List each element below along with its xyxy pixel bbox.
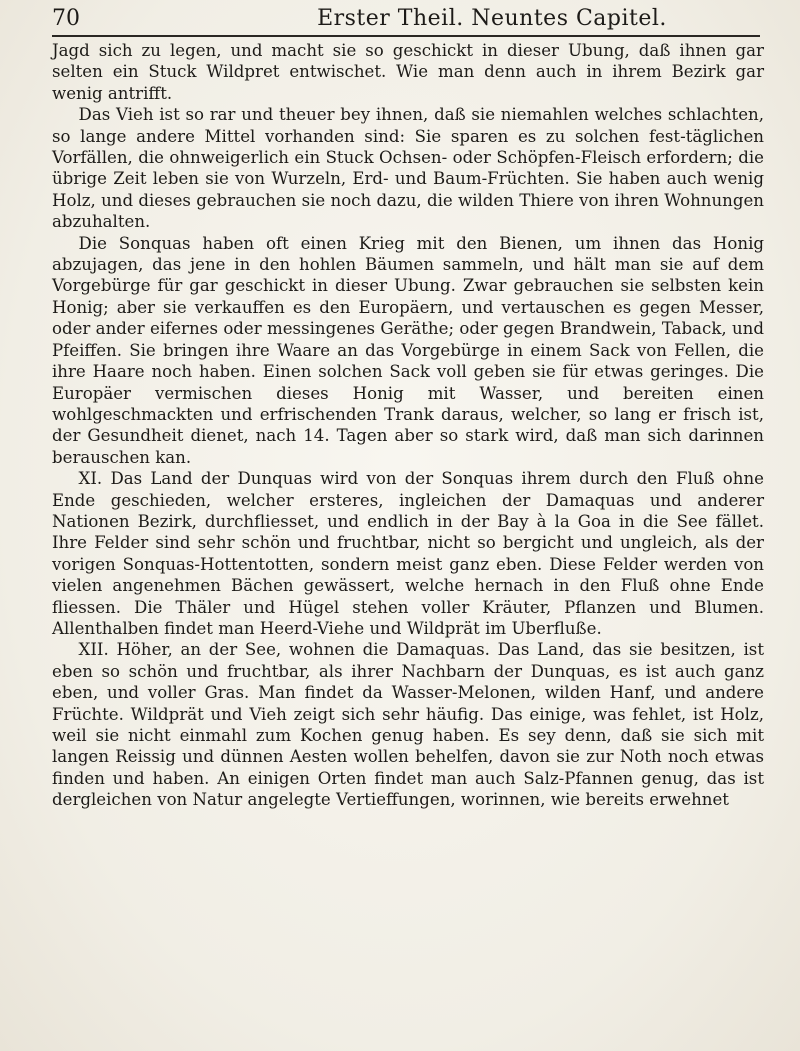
paragraph: Das Vieh ist so rar und theuer bey ihnen, daß sie niemahlen welches schlachten, so lange andere Mittel vorhanden sind: Sie sparen es zu solchen fest-täglichen Vorfällen, die ohnweigerlich ein Stuck Ochsen- oder Schöpfen-Fleisch erfordern; die übrige Zeit leben sie von Wurzeln, Erd- und Baum-Früchten. Sie haben auch wenig Holz, und dieses gebrauchen sie noch dazu, die wilden Thiere von ihren Wohnungen abzuhalten. — [52, 105, 764, 232]
body-text — [52, 40, 764, 1040]
running-title: Erster Theil. Neuntes Capitel. — [317, 6, 667, 31]
header-rule — [52, 35, 760, 37]
page-number: 70 — [52, 6, 80, 31]
paragraph-continued: Jagd sich zu legen, und macht sie so geschickt in dieser Ubung, daß ihnen gar selten ein Stuck Wildpret entwischet. Wie man denn auch in ihrem Bezirk gar wenig antrifft. — [52, 41, 764, 103]
page-header — [52, 4, 772, 34]
section-xii: XII. Höher, an der See, wohnen die Damaquas. Das Land, das sie besitzen, ist eben so schön und fruchtbar, als ihrer Nachbarn der Dunquas, es ist auch ganz eben, und voller Gras. Man findet da Wasser-Melonen, wilden Hanf, und andere Früchte. Wildprät und Vieh zeigt sich sehr häufig. Das einige, was fehlet, ist Holz, weil sie nicht einmahl zum Kochen genug haben. Es sey denn, daß sie sich mit langen Reissig und dünnen Aesten wollen behelfen, davon sie zur Noth noch etwas finden und haben. An einigen Orten findet man auch Salz-Pfannen genug, das ist dergleichen von Natur angelegte Vertieffungen, worinnen, wie bereits erwehnet — [52, 640, 764, 810]
paragraph: Die Sonquas haben oft einen Krieg mit den Bienen, um ihnen das Honig abzujagen, das jene in den hohlen Bäumen sammeln, und hält man sie auf dem Vorgebürge für gar geschickt in dieser Ubung. Zwar gebrauchen sie selbsten kein Honig; aber sie verkauffen es den Europäern, und vertauschen es gegen Messer, oder ander eifernes oder messingenes Geräthe; oder gegen Brandwein, Taback, und Pfeiffen. Sie bringen ihre Waare an das Vorgebürge in einem Sack von Fellen, die ihre Haare noch haben. Einen solchen Sack voll geben sie für etwas geringes. Die Europäer vermischen dieses Honig mit Wasser, und bereiten einen wohlgeschmackten und erfrischenden Trank daraus, welcher, so lang er frisch ist, der Gesundheit dienet, nach 14. Tagen aber so stark wird, daß man sich darinnen berauschen kan. — [52, 233, 764, 467]
section-xi: XI. Das Land der Dunquas wird von der Sonquas ihrem durch den Fluß ohne Ende geschieden, welcher ersteres, ingleichen der Damaquas und anderer Nationen Bezirk, durchfliesset, und endlich in der Bay à la Goa in die See fället. Ihre Felder sind sehr schön und fruchtbar, nicht so bergicht und ungleich, als der vorigen Sonquas-Hottentotten, sondern meist ganz eben. Diese Felder werden von vielen angenehmen Bächen gewässert, welche hernach in den Fluß ohne Ende fliessen. Die Thäler und Hügel stehen voller Kräuter, Pflanzen und Blumen. Allenthalben findet man Heerd-Viehe und Wildprät im Uberfluße. — [52, 469, 764, 638]
